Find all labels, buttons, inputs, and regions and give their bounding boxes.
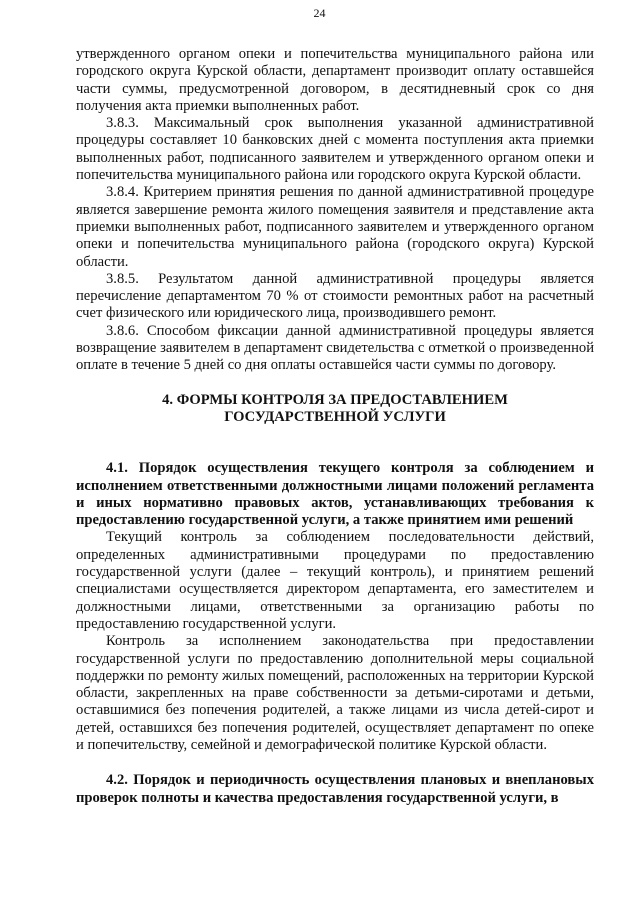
section-4-title-line-2: ГОСУДАРСТВЕННОЙ УСЛУГИ: [224, 408, 446, 425]
page-number: 24: [313, 6, 326, 20]
paragraph-3-8-5: 3.8.5. Результатом данной административной процедуры является перечисление департаментом 70 % от стоимости ремонтных работ на расчетный счет физического или юридического лица, производившего ремонт.: [76, 270, 594, 322]
page-content: [76, 46, 594, 807]
subsection-4-1-title: 4.1. Порядок осуществления текущего контроля за соблюдением и исполнением ответственными должностными лицами положений регламента и иных нормативно правовых актов, устанавливающих требования к предоставлению государственной услуги, а также принятием ими решений: [76, 460, 594, 529]
section-4-title: [76, 392, 594, 427]
paragraph-3-8-4: 3.8.4. Критерием принятия решения по данной административной процедуре является завершение ремонта жилого помещения заявителя и представление акта приемки выполненных работ, подписанного заявителем и утвержденного органом опеки и попечительства муниципального района (городского округа) Курской области.: [76, 184, 594, 270]
subsection-4-2-title: 4.2. Порядок и периодичность осуществления плановых и внеплановых проверок полноты и качества предоставления государственной услуги, в: [76, 772, 594, 806]
paragraph-3-8-3: 3.8.3. Максимальный срок выполнения указанной административной процедуры составляет 10 банковских дней с момента поступления акта приемки выполненных работ, подписанного заявителем и утвержденного органом опеки и попечительства муниципального района или городского округа Курской области.: [76, 115, 594, 184]
paragraph-3-8-6: 3.8.6. Способом фиксации данной административной процедуры является возвращение заявителем в департамент свидетельства с отметкой о произведенной оплате в течение 5 дней со дня оплаты оставшейся части суммы по договору.: [76, 322, 594, 374]
paragraph-continuation: утвержденного органом опеки и попечительства муниципального района или городского округа Курской области, департамент производит оплату оставшейся части суммы, предусмотренной договором, в десятидневный срок со дня получения акта приемки выполненных работ.: [76, 46, 594, 114]
paragraph-legislation-control: Контроль за исполнением законодательства при предоставлении государственной услуги по предоставлению дополнительной меры социальной поддержки по ремонту жилых помещений, расположенных на территории Курской области, закрепленных на праве собственности за детьми-сиротами и детьми, оставшимися без попечения родителей, а также лицами из числа детей-сирот и детей, оставшихся без попечения родителей, осуществляет департамент по опеке и попечительству, семейной и демографической политике Курской области.: [76, 633, 594, 753]
paragraph-current-control: Текущий контроль за соблюдением последовательности действий, определенных административными процедурами по предоставлению государственной услуги (далее – текущий контроль), и принятием решений специалистами осуществляется директором департамента, его заместителем и должностными лицами, ответственными за организацию работы по предоставлению государственной услуги.: [76, 529, 594, 632]
section-4-title-line-1: 4. ФОРМЫ КОНТРОЛЯ ЗА ПРЕДОСТАВЛЕНИЕМ: [162, 391, 508, 408]
